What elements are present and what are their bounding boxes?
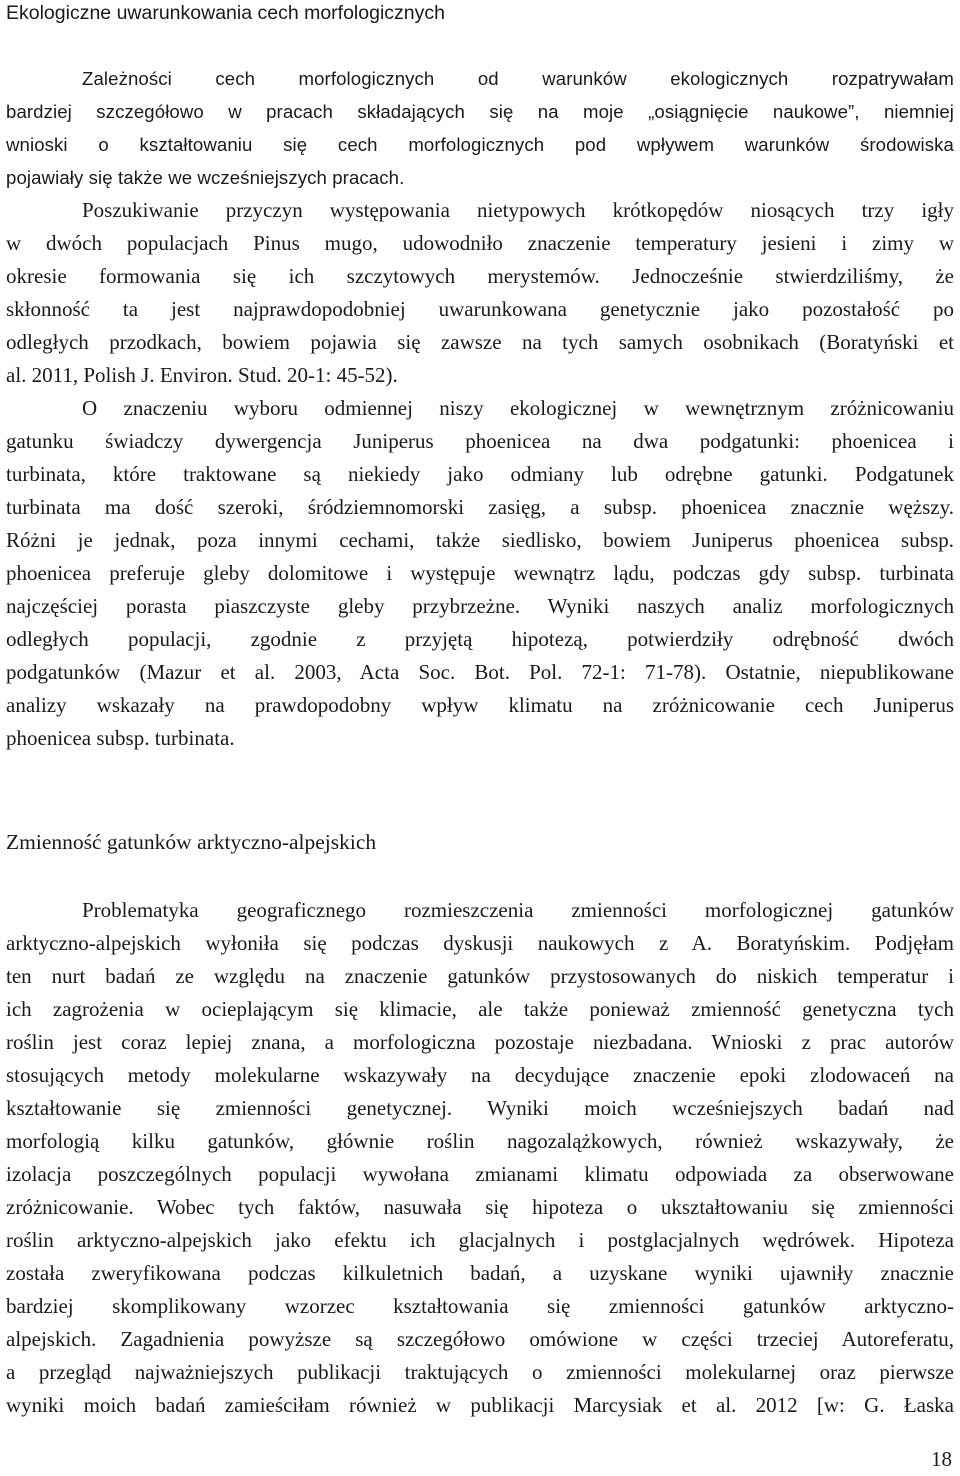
text-line: izolacja poszczególnych populacji wywołana zmianami klimatu odpowiada za obserwowane <box>6 1162 954 1186</box>
text-line: odległych przodkach, bowiem pojawia się zawsze na tych samych osobnikach (Boratyński et <box>6 330 954 354</box>
text-line: arktyczno-alpejskich wyłoniła się podczas dyskusji naukowych z A. Boratyńskim. Podjęłam <box>6 931 954 955</box>
section-body-ecological <box>6 62 954 755</box>
text-line: morfologią kilku gatunków, głównie roślin nagozalążkowych, również wskazywały, że <box>6 1129 954 1153</box>
text-line: a przegląd najważniejszych publikacji traktujących o zmienności molekularnej oraz pierwsze <box>6 1360 954 1384</box>
section-heading-ecological: Ekologiczne uwarunkowania cech morfologicznych <box>6 2 445 24</box>
text-line: podgatunków (Mazur et al. 2003, Acta Soc. Bot. Pol. 72-1: 71-78). Ostatnie, niepublikowane <box>6 660 954 684</box>
text-line: roślin jest coraz lepiej znana, a morfologiczna pozostaje niezbadana. Wnioski z prac autorów <box>6 1030 954 1054</box>
text-line: skłonność ta jest najprawdopodobniej uwarunkowana genetycznie jako pozostałość po <box>6 297 954 321</box>
text-line: okresie formowania się ich szczytowych merystemów. Jednocześnie stwierdziliśmy, że <box>6 264 954 288</box>
text-line: najczęściej porasta piaszczyste gleby przybrzeżne. Wyniki naszych analiz morfologicznych <box>6 594 954 618</box>
text-line: stosujących metody molekularne wskazywały na decydujące znaczenie epoki zlodowaceń na <box>6 1063 954 1087</box>
text-line: analizy wskazały na prawdopodobny wpływ klimatu na zróżnicowanie cech Juniperus <box>6 693 954 717</box>
text-line: odległych populacji, zgodnie z przyjętą hipotezą, potwierdziły odrębność dwóch <box>6 627 954 651</box>
text-line: Różni je jednak, poza innymi cechami, także siedlisko, bowiem Juniperus phoenicea subsp. <box>6 528 954 552</box>
text-line: pojawiały się także we wcześniejszych pracach. <box>6 167 405 188</box>
text-line: Zależności cech morfologicznych od warunków ekologicznych rozpatrywałam <box>82 68 954 89</box>
page-number: 18 <box>931 1447 952 1471</box>
text-line: ten nurt badań ze względu na znaczenie gatunków przystosowanych do niskich temperatur i <box>6 964 954 988</box>
text-line: ich zagrożenia w ocieplającym się klimacie, ale także ponieważ zmienność genetyczna tych <box>6 997 954 1021</box>
text-line: bardziej skomplikowany wzorzec kształtowania się zmienności gatunków arktyczno- <box>6 1294 954 1318</box>
text-line: Problematyka geograficznego rozmieszczenia zmienności morfologicznej gatunków <box>82 898 954 922</box>
text-line: w dwóch populacjach Pinus mugo, udowodniło znaczenie temperatury jesieni i zimy w <box>6 231 954 255</box>
text-line: została zweryfikowana podczas kilkuletnich badań, a uzyskane wyniki ujawniły znacznie <box>6 1261 954 1285</box>
text-line: zróżnicowanie. Wobec tych faktów, nasuwała się hipoteza o ukształtowaniu się zmienności <box>6 1195 954 1219</box>
text-line: kształtowanie się zmienności genetycznej. Wyniki moich wcześniejszych badań nad <box>6 1096 954 1120</box>
text-line: gatunku świadczy dywergencja Juniperus phoenicea na dwa podgatunki: phoenicea i <box>6 429 954 453</box>
section-heading-arctic-alpine: Zmienność gatunków arktyczno-alpejskich <box>6 830 377 854</box>
text-line: turbinata, które traktowane są niekiedy jako odmiany lub odrębne gatunki. Podgatunek <box>6 462 954 486</box>
text-line: wnioski o kształtowaniu się cech morfologicznych pod wpływem warunków środowiska <box>6 134 954 155</box>
text-line: turbinata ma dość szeroki, śródziemnomorski zasięg, a subsp. phoenicea znacznie węższy. <box>6 495 954 519</box>
text-line: phoenicea subsp. turbinata. <box>6 726 235 750</box>
text-line: roślin arktyczno-alpejskich jako efektu ich glacjalnych i postglacjalnych wędrówek. Hipoteza <box>6 1228 954 1252</box>
text-line: phoenicea preferuje gleby dolomitowe i występuje wewnątrz lądu, podczas gdy subsp. turbinata <box>6 561 954 585</box>
text-line: al. 2011, Polish J. Environ. Stud. 20-1: 45-52). <box>6 363 398 387</box>
text-line: wyniki moich badań zamieściłam również w publikacji Marcysiak et al. 2012 [w: G. Łaska <box>6 1393 954 1417</box>
section-body-arctic-alpine <box>6 894 954 1422</box>
text-line: O znaczeniu wyboru odmiennej niszy ekologicznej w wewnętrznym zróżnicowaniu <box>82 396 954 420</box>
text-line: bardziej szczegółowo w pracach składających się na moje „osiągnięcie naukowe”, niemniej <box>6 101 954 122</box>
text-line: Poszukiwanie przyczyn występowania nietypowych krótkopędów niosących trzy igły <box>82 198 954 222</box>
text-line: alpejskich. Zagadnienia powyższe są szczegółowo omówione w części trzeciej Autoreferatu, <box>6 1327 954 1351</box>
